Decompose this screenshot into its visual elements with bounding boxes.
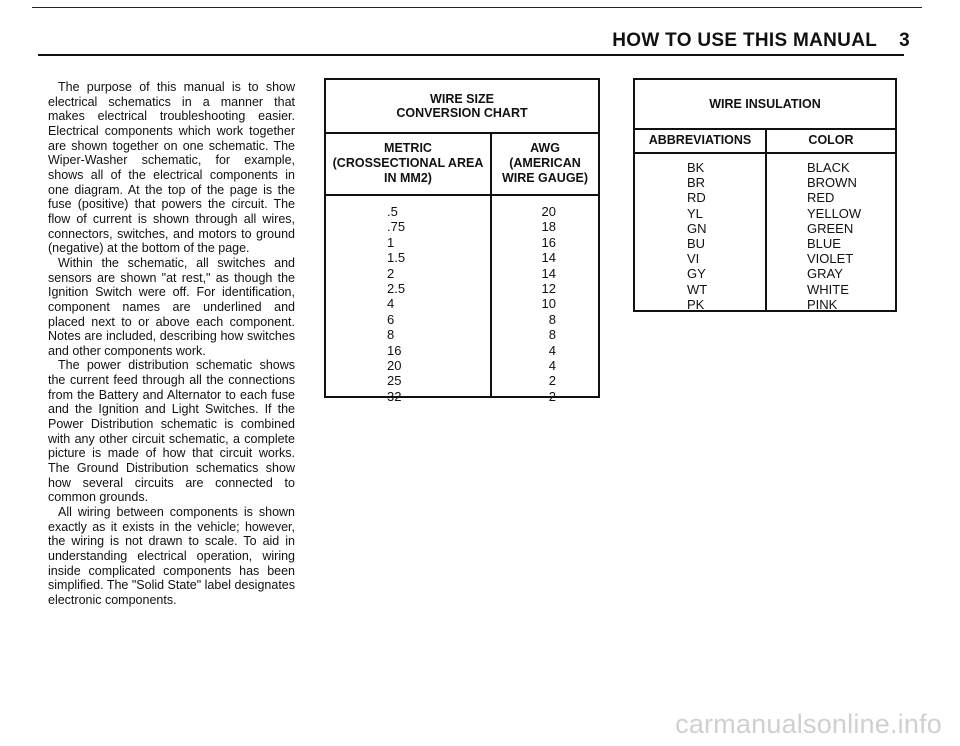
table-cell: 16 — [541, 234, 556, 250]
table-cell: RED — [807, 190, 835, 206]
table-cell: YELLOW — [807, 205, 862, 221]
table-cell: 6 — [387, 311, 395, 327]
table-cell: VI — [687, 251, 700, 267]
table-cell: 8 — [387, 327, 395, 343]
paragraph: The purpose of this manual is to show electrical schematics in a manner that makes electrical troubleshooting easier. Electrical components which work together are shown together on one schematic. The Wiper-Washer schematic, for example, shows all of the electrical components in one diagram. At the top of the page is the fuse (positive) that powers the circuit. The flow of current is shown through all wires, connectors, switches, and motors to ground (negative) at the bottom of the page. — [48, 80, 295, 256]
watermark: carmanualsonline.info — [675, 709, 942, 739]
body-text — [48, 80, 295, 608]
metric-header — [326, 132, 490, 196]
paragraph: All wiring between components is shown exactly as it exists in the vehicle; however, the wiring is not drawn to scale. To aid in understanding electrical operation, wiring inside complicated components has been simplified. The "Solid State" label designates electronic components. — [48, 505, 295, 607]
header-line: (AMERICAN — [509, 155, 581, 170]
paragraph: Within the schematic, all switches and sensors are shown "at rest," as though the Ignition Switch were off. For identification, component names are underlined and placed next to or above each component. Notes are included, describing how switches and other components work. — [48, 255, 295, 358]
table-cell: .5 — [387, 204, 398, 219]
table-cell: WHITE — [807, 281, 849, 297]
table-cell: 2 — [387, 265, 395, 281]
wire-size-title — [326, 80, 598, 134]
top-rule — [32, 7, 922, 8]
header-rule — [38, 54, 904, 56]
header-line: COLOR — [808, 132, 854, 147]
header-line: WIRE GAUGE) — [501, 170, 589, 185]
header-line: ABBREVIATIONS — [648, 132, 752, 147]
metric-column — [326, 204, 488, 404]
table-cell: BLACK — [807, 160, 850, 175]
awg-column — [490, 204, 598, 404]
table-cell: GN — [687, 220, 707, 236]
page-number: 3 — [899, 30, 910, 51]
table-cell: GREEN — [807, 220, 854, 236]
table-cell: 4 — [387, 296, 395, 312]
header-line: METRIC — [384, 140, 432, 155]
table-cell: BK — [687, 160, 705, 175]
color-column — [767, 160, 895, 312]
table-cell: 14 — [541, 250, 556, 266]
table-cell: 10 — [541, 296, 556, 312]
table-cell: 1.5 — [387, 250, 406, 266]
table-cell: 1 — [387, 234, 395, 250]
table-cell: GY — [687, 266, 706, 282]
table-cell: 14 — [541, 265, 556, 281]
awg-header — [492, 132, 598, 196]
table-cell: PK — [687, 296, 705, 312]
wire-insulation-title — [635, 80, 895, 130]
table-cell: 2 — [548, 373, 556, 389]
table-cell: .75 — [387, 219, 406, 235]
table-cell: 20 — [541, 204, 556, 219]
table-cell: 16 — [387, 342, 402, 358]
table-cell: GRAY — [807, 266, 843, 282]
table-cell: VIOLET — [807, 251, 854, 267]
table-cell: BU — [687, 236, 706, 252]
page-title: HOW TO USE THIS MANUAL — [612, 30, 878, 51]
paragraph: The power distribution schematic shows the current feed through all the connections from the Battery and Alternator to each fuse and the Ignition and Light Switches. If the Power Distribution schematic is combined with any other circuit schematic, a complete picture is made of how that circuit works. The Ground Distribution schematics show how several circuits are connected to common grounds. — [48, 358, 295, 505]
table-cell: BROWN — [807, 175, 857, 191]
title-line: WIRE SIZE — [430, 92, 494, 106]
table-cell: PINK — [807, 296, 838, 312]
header-line: IN MM2) — [384, 170, 432, 185]
table-cell: 4 — [548, 342, 556, 358]
abbreviation-column — [635, 160, 765, 312]
wire-size-chart — [324, 78, 600, 404]
abbreviations-header — [635, 128, 765, 154]
table-cell: 8 — [548, 311, 556, 327]
wire-insulation-table — [633, 78, 897, 312]
header-line: AWG — [530, 140, 560, 155]
table-cell: 4 — [548, 358, 556, 374]
table-cell: BR — [687, 175, 706, 191]
table-cell: 12 — [541, 281, 556, 297]
table-cell: WT — [687, 281, 708, 297]
header-line: (CROSSECTIONAL AREA — [332, 155, 484, 170]
table-cell: 18 — [541, 219, 556, 235]
table-cell: BLUE — [807, 236, 841, 252]
page-header — [612, 30, 910, 52]
table-cell: 25 — [387, 373, 402, 389]
title-line: CONVERSION CHART — [396, 106, 528, 120]
table-cell: 20 — [387, 358, 402, 374]
table-cell: 2.5 — [387, 281, 406, 297]
title-line: WIRE INSULATION — [709, 97, 821, 111]
table-cell: 32 — [387, 388, 402, 404]
color-header — [767, 128, 895, 154]
table-cell: 2 — [548, 388, 556, 404]
table-cell: RD — [687, 190, 706, 206]
table-cell: YL — [687, 205, 703, 221]
table-cell: 8 — [548, 327, 556, 343]
